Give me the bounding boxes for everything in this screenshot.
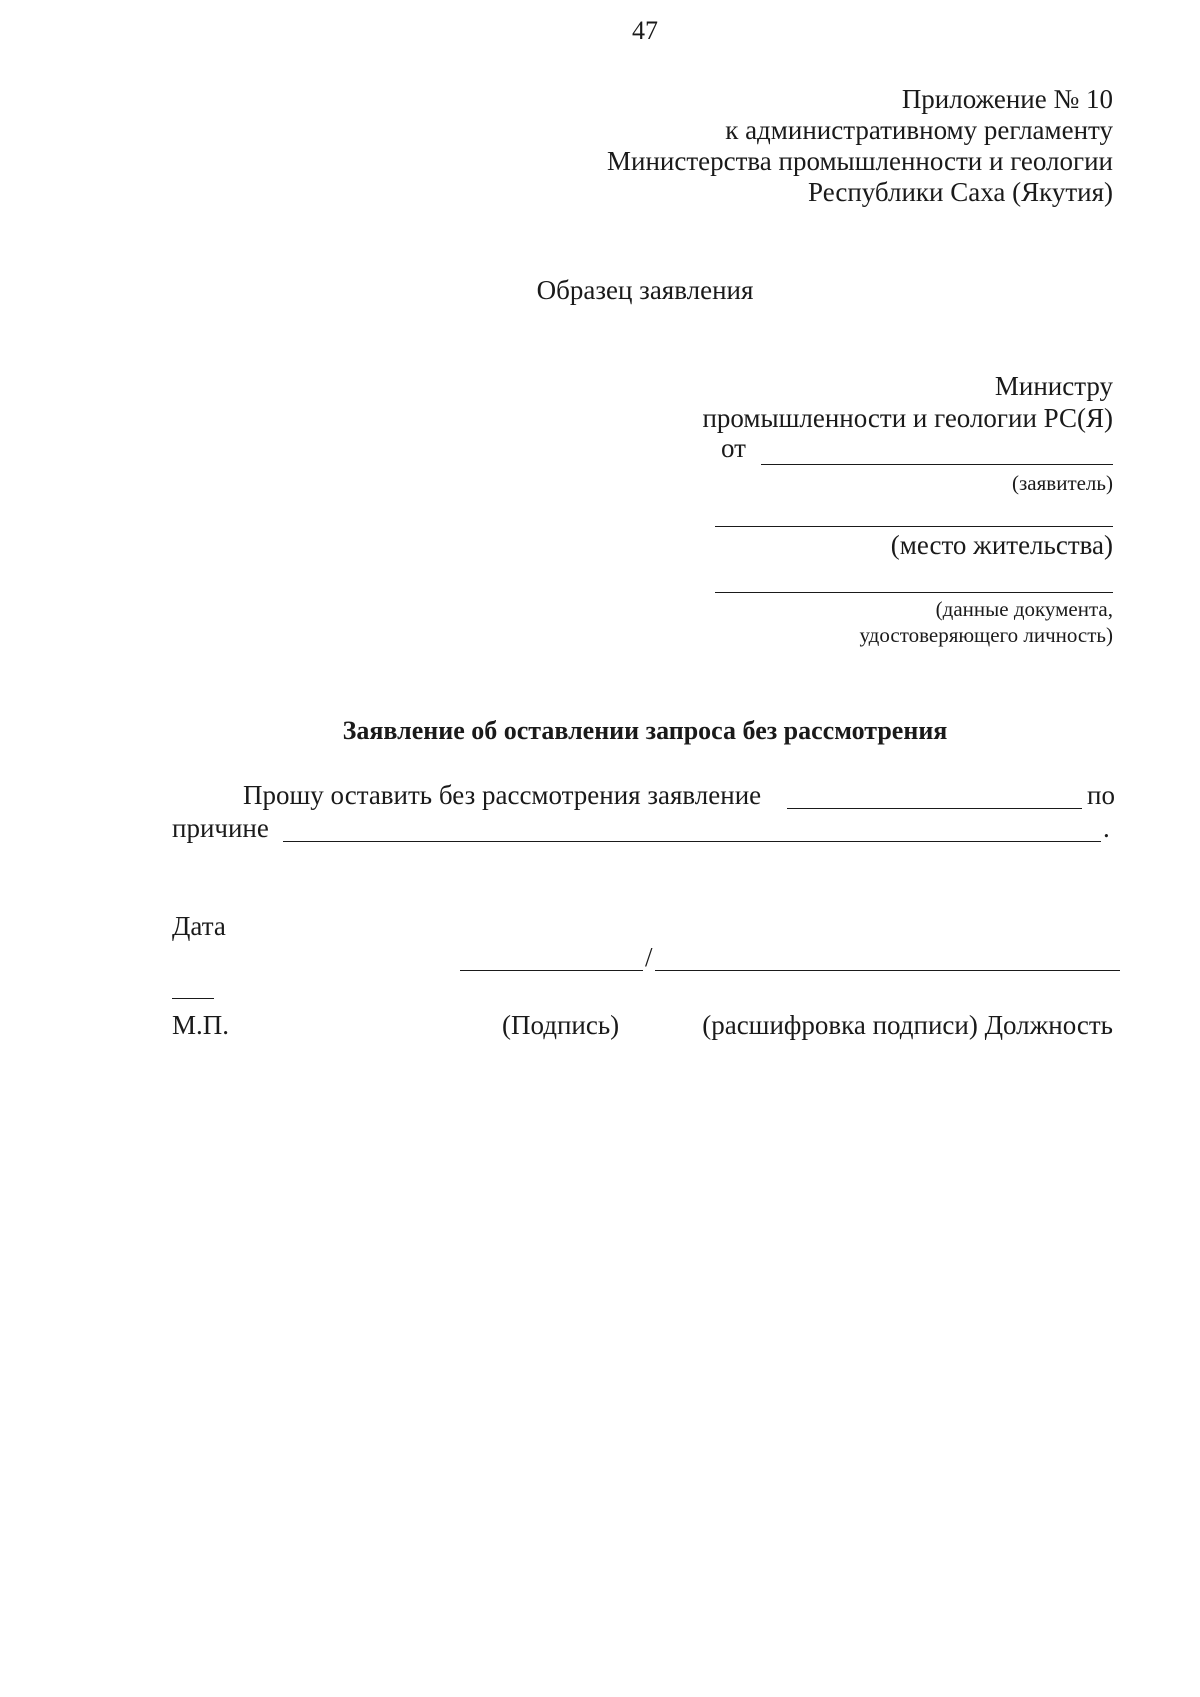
decoding-caption: (расшифровка подписи) Должность [702,1010,1113,1040]
applicant-fill-line[interactable] [761,464,1113,465]
decoding-fill-line[interactable] [655,970,1120,971]
id-caption-line-2: удостоверяющего личность) [859,623,1113,647]
applicant-caption: (заявитель) [1012,471,1113,495]
reason-end-period: . [1103,813,1110,843]
signature-caption: (Подпись) [502,1010,620,1040]
reason-label: причине [172,813,269,843]
addressee-line-2: промышленности и геологии РС(Я) [702,403,1113,433]
signature-slash: / [645,942,653,972]
addressee-block [593,370,1113,434]
page-number: 47 [632,16,658,45]
signature-fill-line[interactable] [460,970,643,971]
application-fill-line[interactable] [787,808,1082,809]
statement-title: Заявление об оставлении запроса без рассмотрения [342,716,948,745]
appendix-header [473,84,1113,208]
appendix-line-1: Приложение № 10 [901,84,1113,114]
date-label: Дата [172,911,226,941]
from-label: от [721,433,746,463]
appendix-line-4: Республики Саха (Якутия) [808,177,1113,207]
id-document-caption [859,596,1113,648]
statement-body-po: по [1087,780,1115,810]
appendix-line-2: к административному регламенту [725,115,1113,145]
sample-title: Образец заявления [536,275,754,305]
stamp-label: М.П. [172,1010,230,1040]
statement-body-start: Прошу оставить без рассмотрения заявление [243,780,762,810]
id-caption-line-1: (данные документа, [935,597,1113,621]
appendix-line-3: Министерства промышленности и геологии [607,146,1113,176]
residence-caption: (место жительства) [890,530,1113,560]
id-document-fill-line[interactable] [715,592,1113,593]
residence-fill-line[interactable] [715,526,1113,527]
reason-fill-line[interactable] [283,841,1101,842]
addressee-line-1: Министру [994,371,1113,401]
stamp-fill-line[interactable] [172,998,214,999]
from-row [713,433,1113,467]
